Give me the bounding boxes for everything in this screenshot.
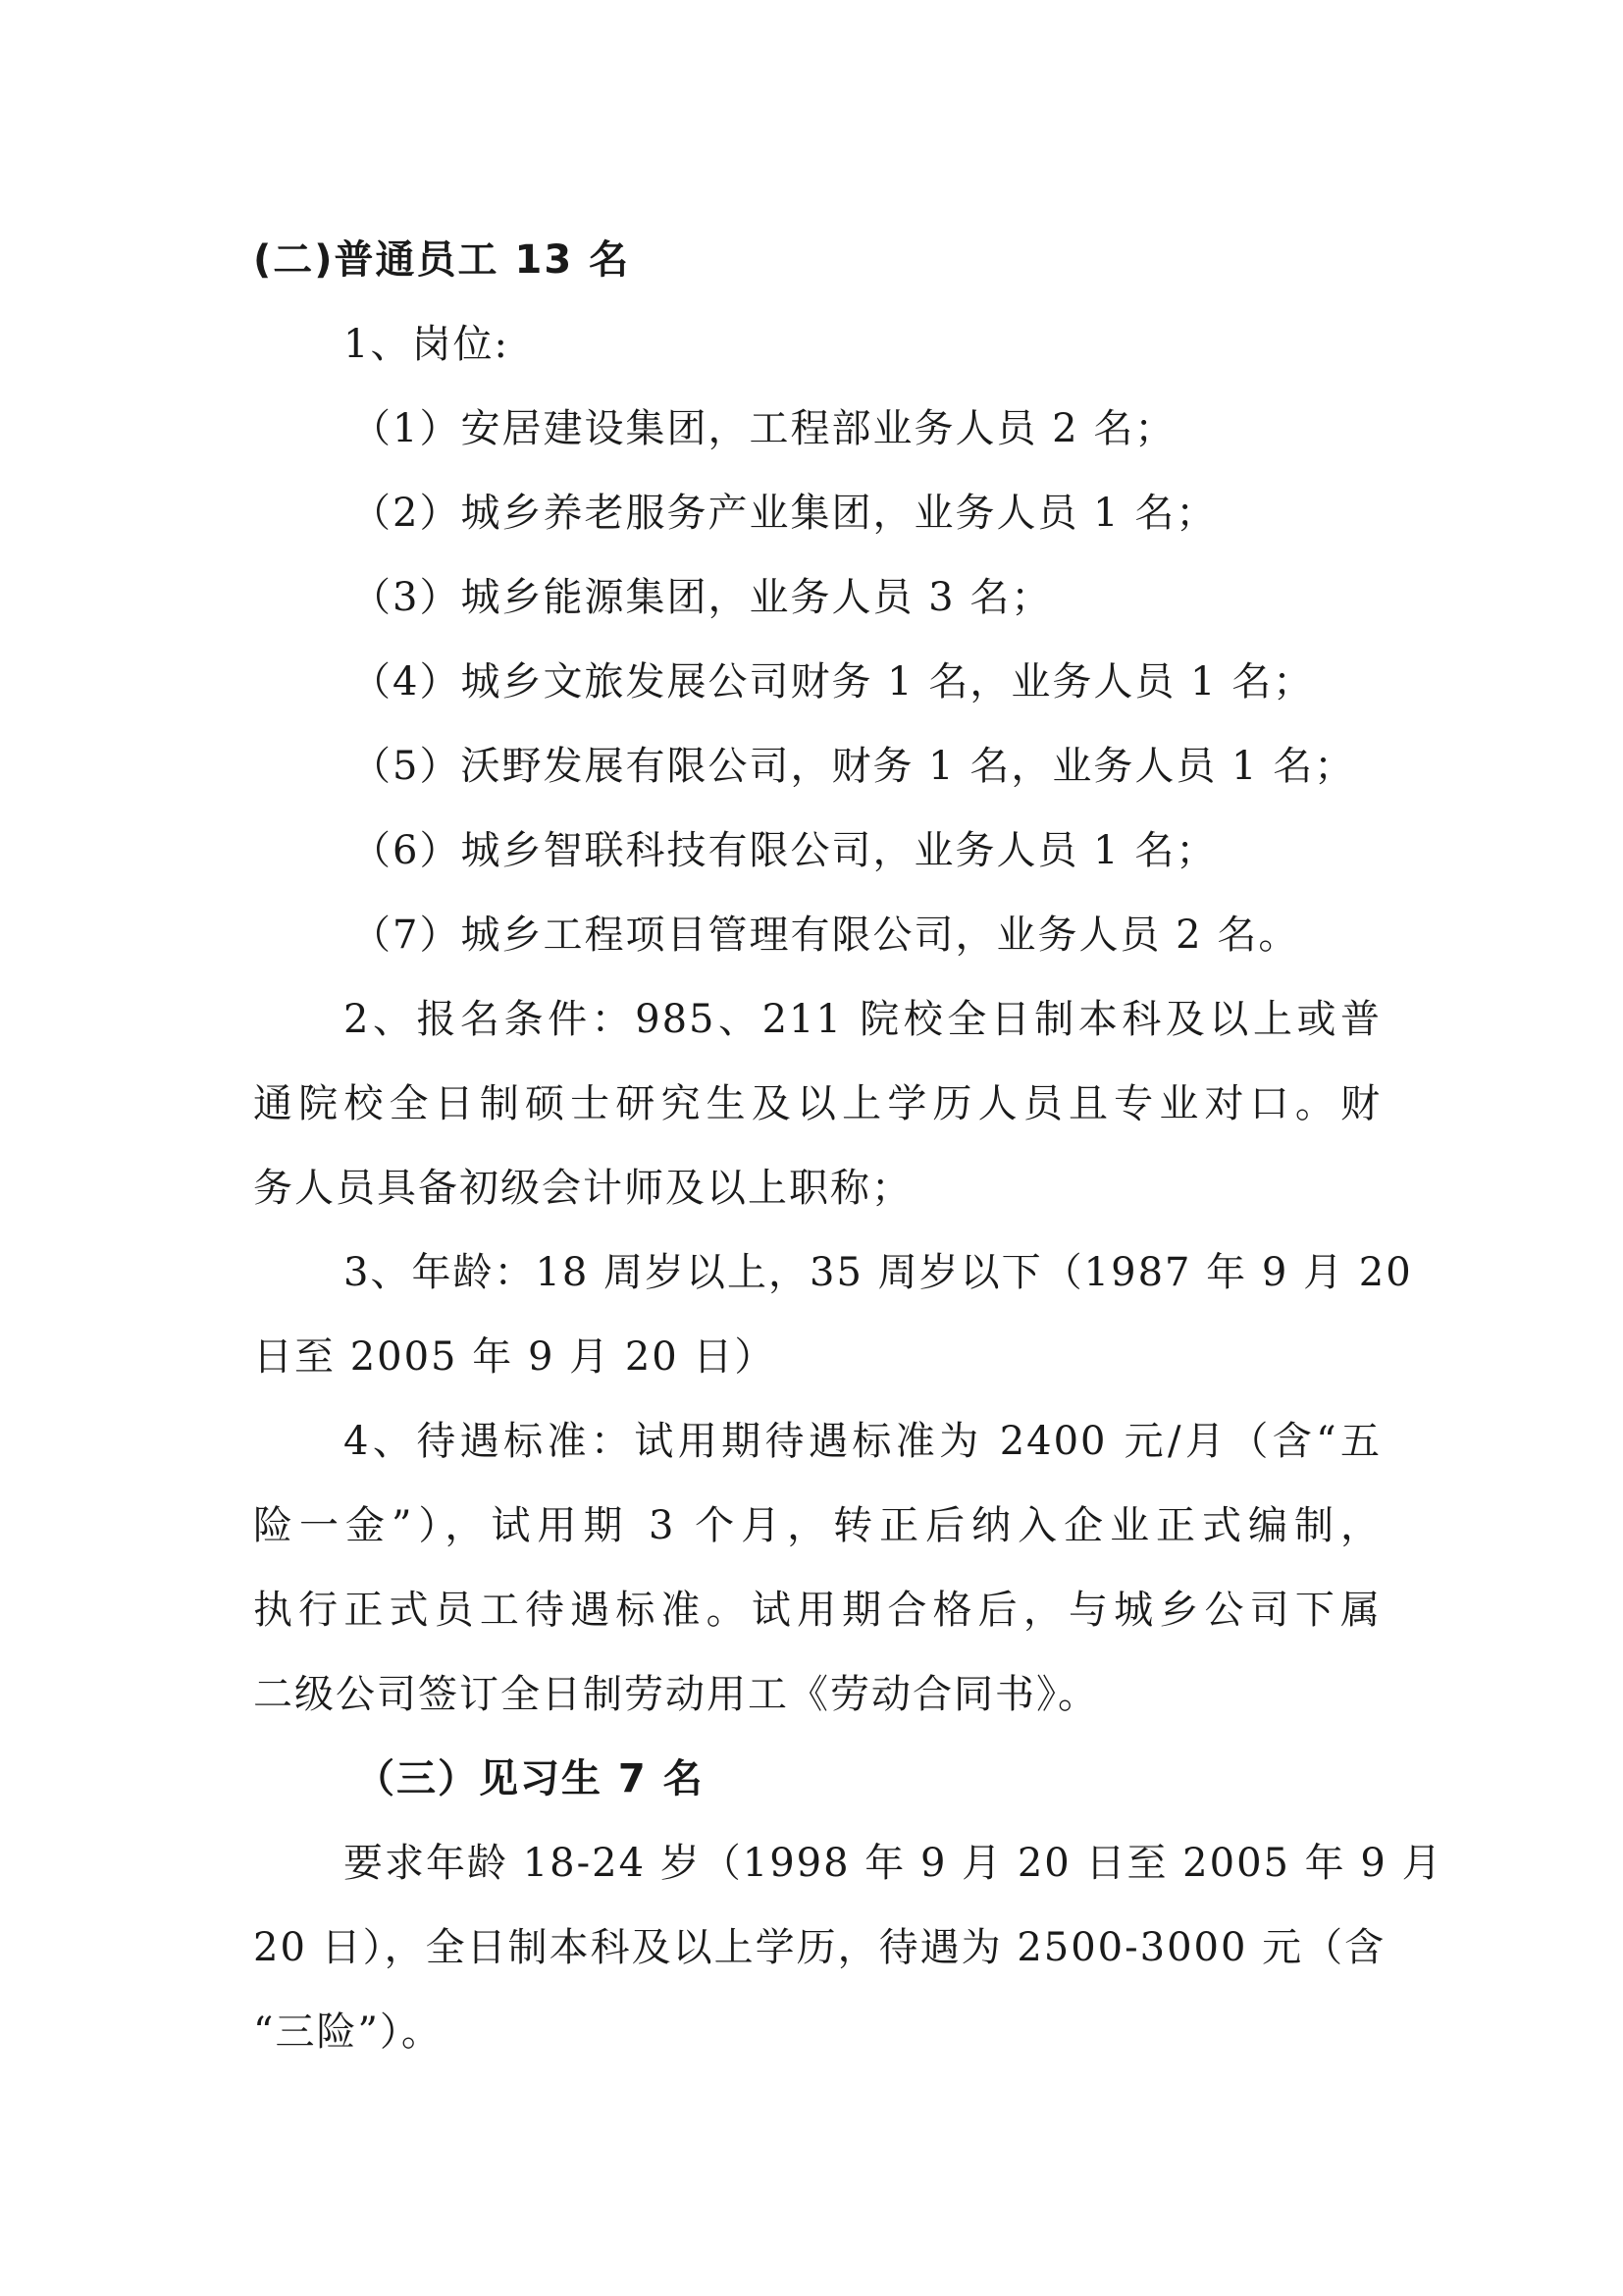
position-item-3: （3）城乡能源集团，业务人员 3 名； (351, 575, 1053, 620)
document-body (253, 218, 1443, 2074)
positions-label: 1、岗位: (343, 322, 509, 367)
age-line-1: 3、年龄：18 周岁以上，35 周岁以下（1987 年 9 月 20 (343, 1250, 1413, 1295)
position-item-6: （6）城乡智联科技有限公司，业务人员 1 名； (351, 828, 1218, 873)
conditions-line-1: 2、报名条件：985、211 院校全日制本科及以上或普 (343, 997, 1382, 1042)
conditions-line-3: 务人员具备初级会计师及以上职称； (253, 1166, 913, 1211)
conditions-line-2: 通院校全日制硕士研究生及以上学历人员且专业对口。财 (253, 1081, 1382, 1126)
section2-heading: (二)普通员工 13 名 (253, 237, 631, 283)
position-item-1: （1）安居建设集团，工程部业务人员 2 名； (351, 406, 1177, 451)
position-item-2: （2）城乡养老服务产业集团，业务人员 1 名； (351, 491, 1218, 536)
position-item-7: （7）城乡工程项目管理有限公司，业务人员 2 名。 (351, 913, 1300, 958)
salary-line-1: 4、待遇标准：试用期待遇标准为 2400 元/月（含“五 (343, 1419, 1382, 1464)
position-item-4: （4）城乡文旅发展公司财务 1 名，业务人员 1 名； (351, 659, 1315, 704)
section3-heading: （三）见习生 7 名 (355, 1756, 705, 1801)
age-line-2: 日至 2005 年 9 月 20 日） (253, 1334, 776, 1380)
trainee-line-2: 20 日），全日制本科及以上学历，待遇为 2500-3000 元（含 (253, 1925, 1387, 1970)
position-item-5: （5）沃野发展有限公司，财务 1 名，业务人员 1 名； (351, 744, 1356, 789)
salary-line-3: 执行正式员工待遇标准。试用期合格后，与城乡公司下属 (253, 1588, 1382, 1633)
salary-line-2: 险一金”），试用期 3 个月，转正后纳入企业正式编制， (253, 1503, 1382, 1548)
trainee-line-1: 要求年龄 18-24 岁（1998 年 9 月 20 日至 2005 年 9 月 (343, 1841, 1443, 1886)
trainee-line-3: “三险”）。 (253, 2009, 443, 2055)
salary-line-4: 二级公司签订全日制劳动用工《劳动合同书》。 (253, 1672, 1099, 1717)
